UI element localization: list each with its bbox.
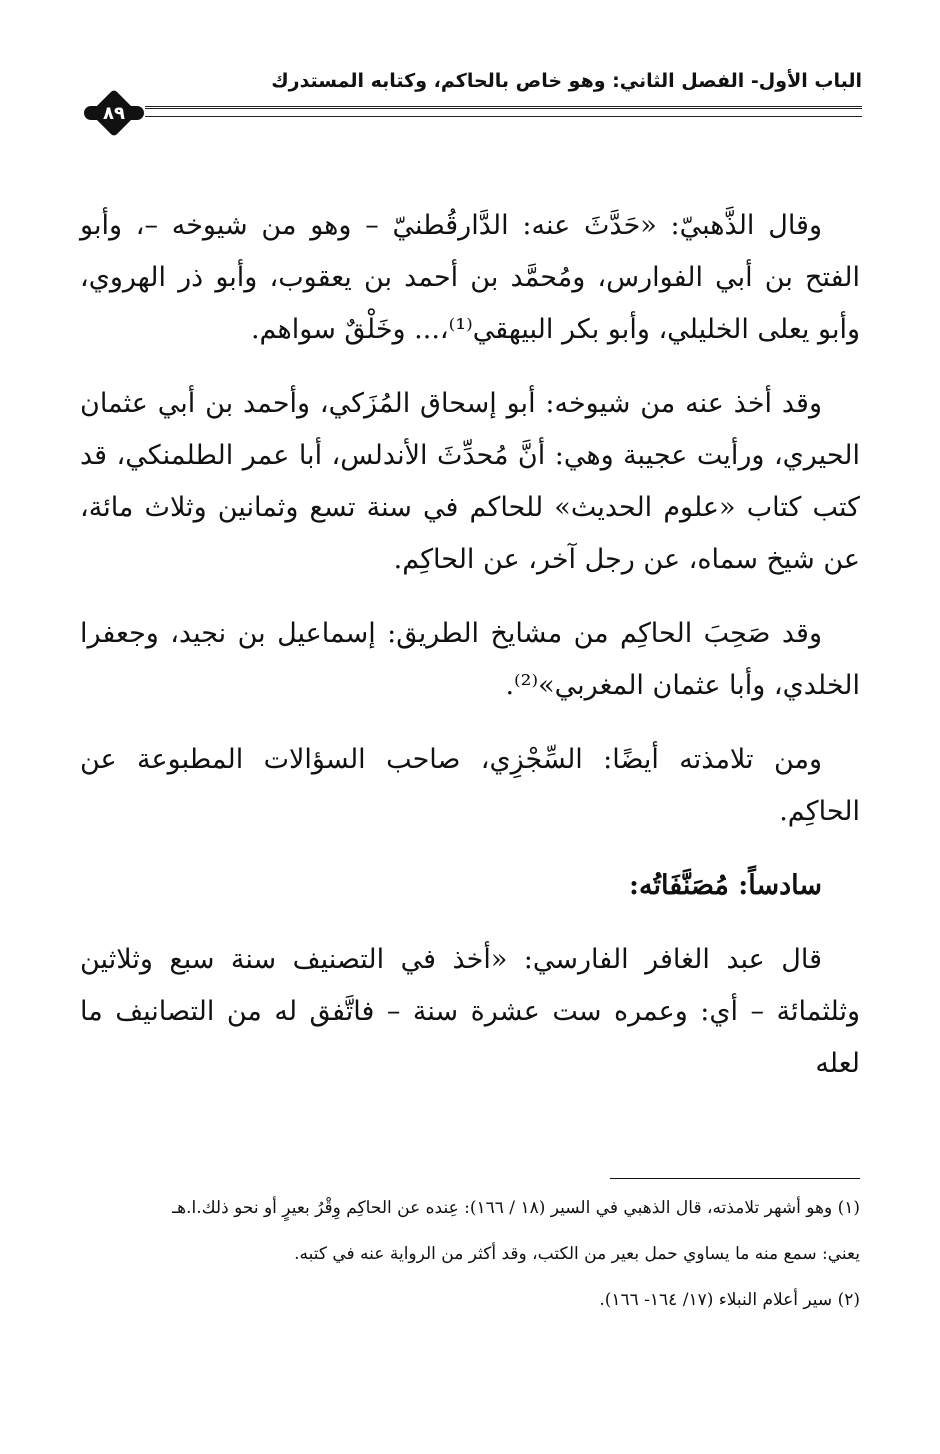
paragraph: وقد أخذ عنه من شيوخه: أبو إسحاق المُزَكي، وأحمد بن أبي عثمان الحيري، ورأيت عجيبة وهي: أنَّ مُحدِّثَ الأندلس، أبا عمر الطلمنكي، قد كتب كتاب «علوم الحديث» للحاكم في سنة تسع وثمانين وثلاث مائة، عن شيخ سماه، عن رجل آخر، عن الحاكِم. xyxy=(80,388,860,575)
paragraph: ومن تلامذته أيضًا: السِّجْزِي، صاحب السؤالات المطبوعة عن الحاكِم. xyxy=(80,744,860,827)
footnote: يعني: سمع منه ما يساوي حمل بعير من الكتب، وقد أكثر من الرواية عنه في كتبه. xyxy=(294,1244,860,1264)
section-heading: سادساً: مُصَنَّفَاتُه: xyxy=(629,870,822,901)
page-number-badge xyxy=(84,92,144,134)
header-rule-thin xyxy=(145,116,862,117)
paragraph: وقد صَحِبَ الحاكِم من مشايخ الطريق: إسماعيل بن نجيد، وجعفرا الخلدي، وأبا عثمان المغربي»⁽²⁾. xyxy=(80,618,860,701)
paragraph: قال عبد الغافر الفارسي: «أخذ في التصنيف سنة سبع وثلاثين وثلثمائة – أي: وعمره ست عشرة سنة – فاتَّفق له من التصانيف ما لعله xyxy=(80,944,860,1079)
footnote: (٢) سير أعلام النبلاء (١٧/ ١٦٤- ١٦٦). xyxy=(599,1290,860,1310)
running-header: الباب الأول- الفصل الثاني: وهو خاص بالحاكم، وكتابه المستدرك xyxy=(271,70,862,92)
page-number: ٨٩ xyxy=(103,102,125,124)
header-rule xyxy=(145,106,862,109)
footnote: (١) وهو أشهر تلامذته، قال الذهبي في السير (١٨ / ١٦٦): عِنده عن الحاكِم وِقْرُ بعيرٍ أو نحو ذلك.ا.هـ xyxy=(172,1198,860,1218)
paragraph: وقال الذَّهبيّ: «حَدَّثَ عنه: الدَّارقُطنيّ – وهو من شيوخه –، وأبو الفتح بن أبي الفوارس، ومُحمَّد بن أحمد بن يعقوب، وأبو ذر الهروي، وأبو يعلى الخليلي، وأبو بكر البيهقي⁽¹⁾،... وخَلْقٌ سواهم. xyxy=(80,210,860,345)
body-text xyxy=(80,200,860,1112)
footnote-separator xyxy=(610,1178,860,1179)
footnotes xyxy=(80,1192,860,1330)
